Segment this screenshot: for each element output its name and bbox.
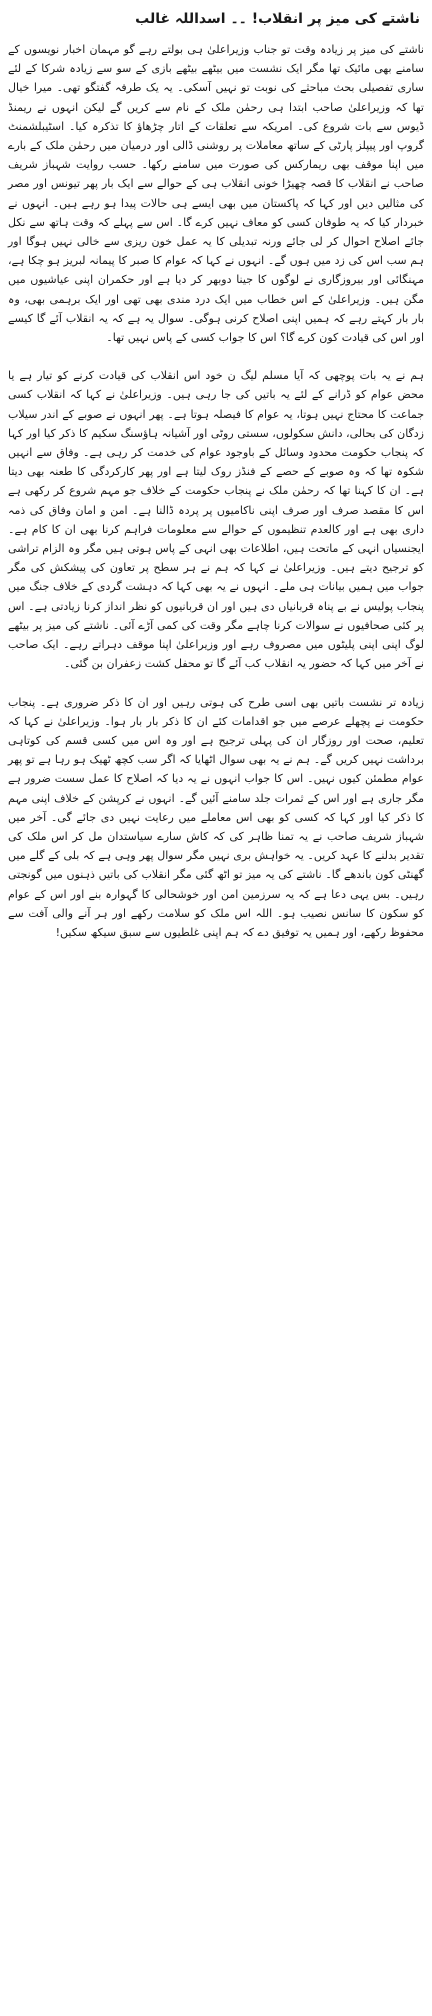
article-paragraph: ناشتے کی میز پر زیادہ وقت تو جناب وزیراعلیٰ ہی بولتے رہے گو مہمان اخبار نویسوں کے سامنے بھی مائیک تھا مگر ایک نشست میں بیٹھے بیٹھے بازی کے سو سے زیادہ شرکا کے لئے ساری تفصیلی بحث مباحثے کی نوبت تو نہیں آسکی۔ یہ یک طرفہ گفتگو تھی۔ میرا خیال تھا کہ وزیراعلیٰ صاحب ابتدا ہی رحمٰن ملک کے نام سے کریں گے لیکن انہوں نے ریمنڈ ڈیوس سے بات شروع کی۔ امریکہ سے تعلقات کے اتار چڑھاؤ کا تذکرہ کیا۔ اسٹیبلشمنٹ گروپ اور پیپلز پارٹی کے ساتھ معاملات پر روشنی ڈالی اور درمیان میں رحمٰن ملک کے بارے میں اپنا موقف بھی ریمارکس کی صورت میں سامنے رکھا۔ حسب روایت شہباز شریف صاحب نے انقلاب کا قصہ چھیڑا خونی انقلاب ہی کے حوالے سے ایک بار پھر تیونس اور مصر کی مثالیں دیں اور کہا کہ پاکستان میں بھی ایسے ہی حالات پیدا ہو رہے ہیں۔ انہوں نے خبردار کیا کہ یہ طوفان کسی کو معاف نہیں کرے گا۔ اس سے پہلے کہ وقت ہاتھ سے نکل جائے اصلاح احوال کر لی جائے ورنہ تبدیلی کا یہ عمل خون ریزی سے خالی نہیں ہوگا اور ہم سب اس کی زد میں ہوں گے۔ انہوں نے کہا کہ عوام کا صبر کا پیمانہ لبریز ہو چکا ہے، مہنگائی اور بیروزگاری نے لوگوں کا جینا دوبھر کر دیا ہے اور حکمران اپنی عیاشیوں میں مگن ہیں۔ وزیراعلیٰ کے اس خطاب میں ایک درد مندی بھی تھی اور ایک برہمی بھی، وہ بار بار کہتے رہے کہ ہمیں اپنی اصلاح کرنی ہوگی۔ سوال یہ ہے کہ یہ انقلاب آئے گا کیسے اور اس کی قیادت کون کرے گا؟ اس کا جواب کسی کے پاس نہیں تھا۔: [8, 43, 424, 345]
article-paragraph: ہم نے یہ بات پوچھی کہ آیا مسلم لیگ ن خود اس انقلاب کی قیادت کرنے کو تیار ہے یا محض عوام کو ڈرانے کے لئے یہ باتیں کی جا رہی ہیں۔ وزیراعلیٰ نے کہا کہ انقلاب کسی جماعت کا محتاج نہیں ہوتا، یہ عوام کا فیصلہ ہوتا ہے۔ پھر انہوں نے صوبے کے اندر سیلاب زدگان کی بحالی، دانش سکولوں، سستی روٹی اور آشیانہ ہاؤسنگ سکیم کا ذکر کیا اور کہا کہ پنجاب حکومت محدود وسائل کے باوجود عوام کی خدمت کر رہی ہے۔ وفاق سے انہیں شکوہ تھا کہ وہ صوبے کے حصے کے فنڈز روک لیتا ہے اور پھر کارکردگی کا طعنہ بھی دیتا ہے۔ ان کا کہنا تھا کہ رحمٰن ملک نے پنجاب حکومت کے خلاف جو مہم شروع کر رکھی ہے اس کا مقصد صرف اور صرف اپنی ناکامیوں پر پردہ ڈالنا ہے۔ امن و امان وفاق کی ذمہ داری بھی ہے اور کالعدم تنظیموں کے حوالے سے معلومات فراہم کرنا بھی ان کا کام ہے۔ ایجنسیاں انہی کے ماتحت ہیں، اطلاعات بھی انہی کے پاس ہوتی ہیں مگر وہ الزام تراشی کو ترجیح دیتے ہیں۔ وزیراعلیٰ نے کہا کہ ہم نے ہر سطح پر تعاون کی پیشکش کی مگر جواب میں ہمیں بیانات ہی ملے۔ انہوں نے یہ بھی کہا کہ دہشت گردی کے خلاف جنگ میں پنجاب پولیس نے بے پناہ قربانیاں دی ہیں اور ان قربانیوں کو نظر انداز کرنا زیادتی ہے۔ اس پر کئی صحافیوں نے سوالات کرنا چاہے مگر وقت کی کمی آڑے آئی۔ ناشتے کی میز پر بیٹھے لوگ اپنی اپنی پلیٹوں میں مصروف رہے اور وزیراعلیٰ اپنا موقف دہراتے رہے۔ ایک صاحب نے آخر میں کہا کہ حضور یہ انقلاب کب آئے گا تو محفل کشت زعفران بن گئی۔: [8, 369, 424, 671]
article-title: ناشتے کی میز پر انقلاب! ۔۔ اسداللہ غالب: [135, 11, 420, 27]
article-body: [8, 40, 424, 942]
article-paragraph: زیادہ تر نشست باتیں بھی اسی طرح کی ہوتی رہیں اور ان کا ذکر ضروری ہے۔ پنجاب حکومت نے پچھلے عرصے میں جو اقدامات کئے ان کا ذکر بار بار ہوا۔ وزیراعلیٰ نے کہا کہ تعلیم، صحت اور روزگار ان کی پہلی ترجیح ہے اور وہ اس میں کسی قسم کی کوتاہی برداشت نہیں کریں گے۔ ہم نے یہ بھی سوال اٹھایا کہ اگر سب کچھ ٹھیک ہو رہا ہے تو پھر عوام مطمئن کیوں نہیں۔ اس کا جواب انہوں نے یہ دیا کہ اصلاح کا عمل سست ضرور ہے مگر جاری ہے اور اس کے ثمرات جلد سامنے آئیں گے۔ انہوں نے کرپشن کے خلاف اپنی مہم کا ذکر کیا اور کہا کہ کسی کو بھی اس معاملے میں رعایت نہیں دی جائے گی۔ آخر میں شہباز شریف صاحب نے یہ تمنا ظاہر کی کہ کاش سارے سیاستدان مل کر اس ملک کی تقدیر بدلنے کا عہد کریں۔ یہ خواہش بری نہیں مگر سوال پھر وہی ہے کہ بلی کے گلے میں گھنٹی کون باندھے گا۔ ناشتے کی یہ میز تو اٹھ گئی مگر انقلاب کی باتیں ذہنوں میں گونجتی رہیں۔ بس یہی دعا ہے کہ یہ سرزمین امن اور خوشحالی کا گہوارہ بنے اور اس کے عوام کو سکون کا سانس نصیب ہو۔ اللہ اس ملک کو سلامت رکھے اور ہر آنے والی آفت سے محفوظ رکھے، اور ہمیں یہ توفیق دے کہ ہم اپنی غلطیوں سے سبق سیکھ سکیں!: [8, 695, 424, 939]
